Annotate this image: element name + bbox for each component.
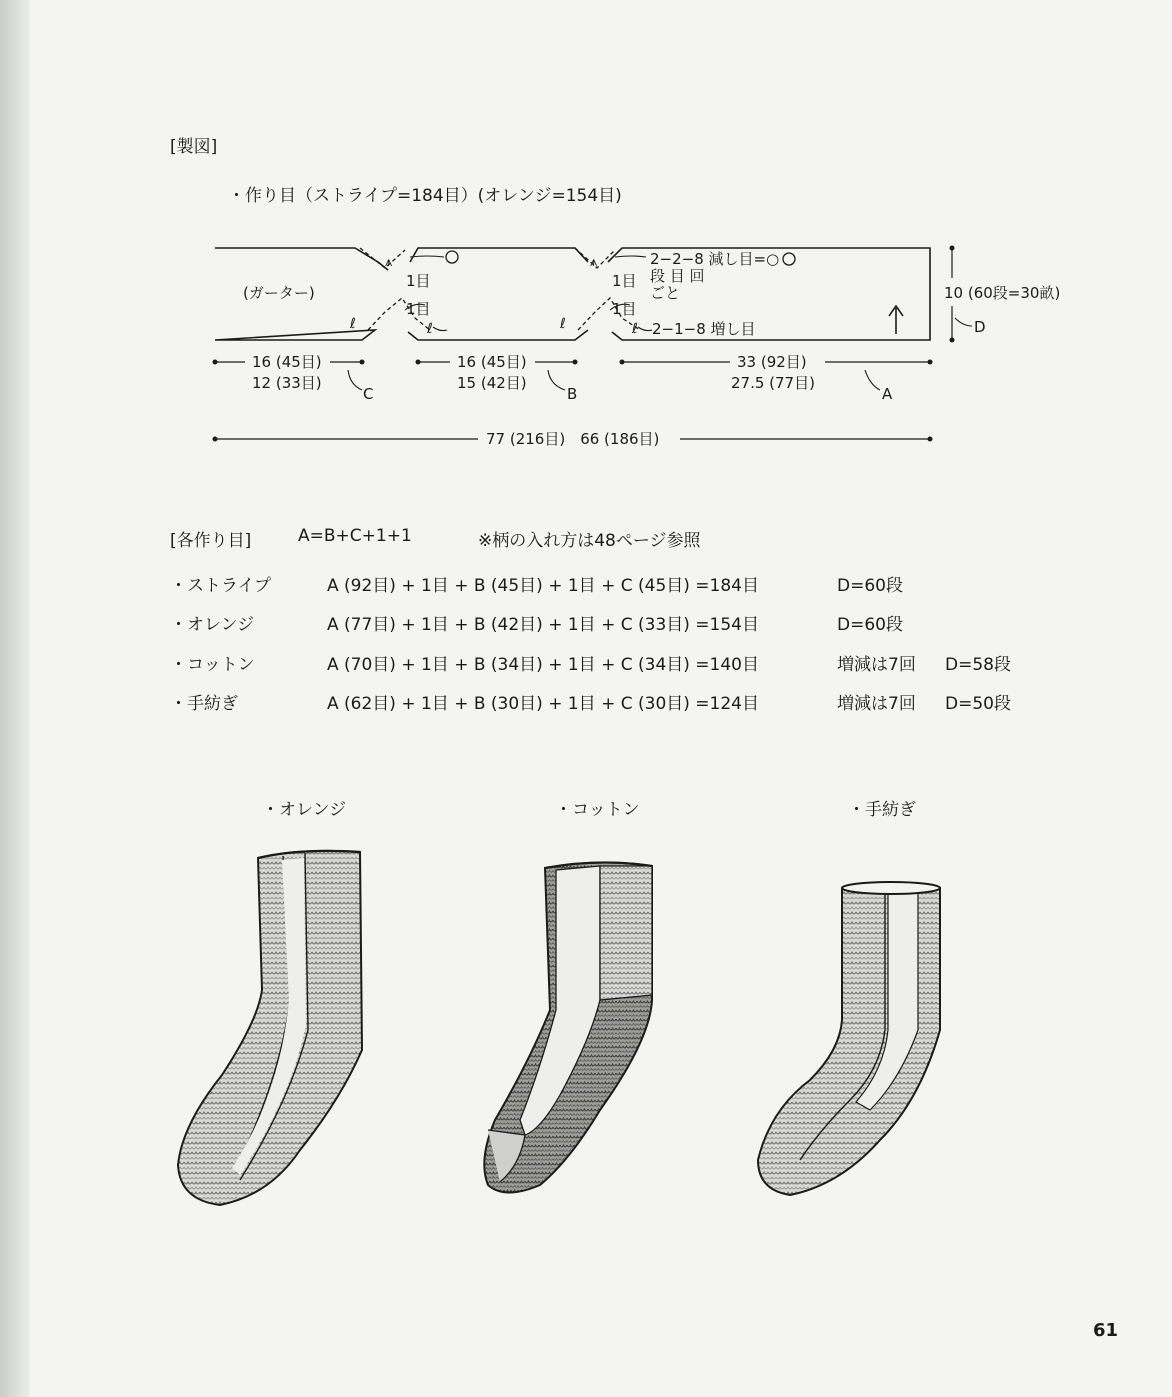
sock-label-cotton: ・コットン bbox=[555, 800, 640, 820]
section-label: [製図] bbox=[170, 137, 218, 157]
row-name: ・オレンジ bbox=[170, 615, 255, 635]
height-label: 10 (60段=30畝) bbox=[944, 284, 1061, 302]
decrease-circle-legend bbox=[783, 253, 795, 265]
row-extra: 増減は7回 bbox=[837, 655, 916, 675]
stitch-one-label: 1目 bbox=[612, 300, 637, 318]
increase-mark-1: ℓ bbox=[350, 316, 356, 332]
row-name: ・ストライプ bbox=[170, 576, 271, 596]
pattern-header-title: [各作り目] bbox=[170, 531, 252, 551]
sock-cotton bbox=[484, 862, 652, 1192]
b-width-label: 16 (45目) bbox=[457, 353, 527, 371]
row-rows: D=60段 bbox=[837, 576, 903, 596]
row-formula: A (62目) + 1目 + B (30目) + 1目 + C (30目) =124目 bbox=[327, 694, 759, 714]
row-rows: D=60段 bbox=[837, 615, 903, 635]
c-width-label-alt: 12 (33目) bbox=[252, 374, 322, 392]
a-width-label: 33 (92目) bbox=[737, 353, 807, 371]
schematic-diagram bbox=[0, 0, 1172, 470]
increase-note: 2−1−8 増し目 bbox=[652, 320, 756, 338]
row-name: ・手紡ぎ bbox=[170, 694, 238, 714]
page-number: 61 bbox=[1093, 1320, 1119, 1341]
row-formula: A (77目) + 1目 + B (42目) + 1目 + C (33目) =154目 bbox=[327, 615, 759, 635]
every-label: 段 目 回 bbox=[650, 267, 705, 285]
decrease-marker-right: ⩚ bbox=[590, 255, 598, 270]
stitch-one-label: 1目 bbox=[406, 300, 431, 318]
cast-on-line: ・作り目（ストライプ=184目）(オレンジ=154目) bbox=[228, 186, 622, 206]
sock-handspun bbox=[758, 882, 940, 1195]
total-width-label: 77 (216目) 66 (186目) bbox=[486, 430, 660, 448]
sock-label-handspun: ・手紡ぎ bbox=[848, 800, 916, 820]
row-rows: D=50段 bbox=[945, 694, 1011, 714]
decrease-note: 2−2−8 減し目=○ bbox=[650, 250, 780, 268]
a-label: A bbox=[882, 385, 893, 403]
sock-label-orange: ・オレンジ bbox=[262, 800, 347, 820]
b-label: B bbox=[567, 385, 578, 403]
a-width-label-alt: 27.5 (77目) bbox=[731, 374, 815, 392]
increase-mark-3: ℓ bbox=[560, 316, 566, 332]
every-label-2: ごと bbox=[650, 284, 681, 302]
increase-mark-4: ℓ bbox=[632, 321, 638, 337]
c-label: C bbox=[363, 385, 374, 403]
piece-outline bbox=[215, 248, 930, 340]
row-rows: D=58段 bbox=[945, 655, 1011, 675]
c-width-label: 16 (45目) bbox=[252, 353, 322, 371]
pattern-header-formula: A=B+C+1+1 bbox=[298, 526, 412, 546]
stitch-one-label: 1目 bbox=[406, 272, 431, 290]
b-width-label-alt: 15 (42目) bbox=[457, 374, 527, 392]
row-name: ・コットン bbox=[170, 655, 255, 675]
garter-label: (ガーター) bbox=[243, 284, 315, 302]
decrease-marker-left: ⩚ bbox=[385, 255, 393, 270]
row-extra: 増減は7回 bbox=[837, 694, 916, 714]
decrease-circle-left bbox=[446, 251, 458, 263]
row-formula: A (92目) + 1目 + B (45目) + 1目 + C (45目) =184目 bbox=[327, 576, 759, 596]
d-label: D bbox=[974, 318, 986, 336]
sock-orange bbox=[178, 851, 362, 1205]
increase-mark-2: ℓ bbox=[427, 321, 433, 337]
row-formula: A (70目) + 1目 + B (34目) + 1目 + C (34目) =140目 bbox=[327, 655, 759, 675]
pattern-header-note: ※柄の入れ方は48ページ参照 bbox=[478, 531, 701, 551]
stitch-one-label: 1目 bbox=[612, 272, 637, 290]
